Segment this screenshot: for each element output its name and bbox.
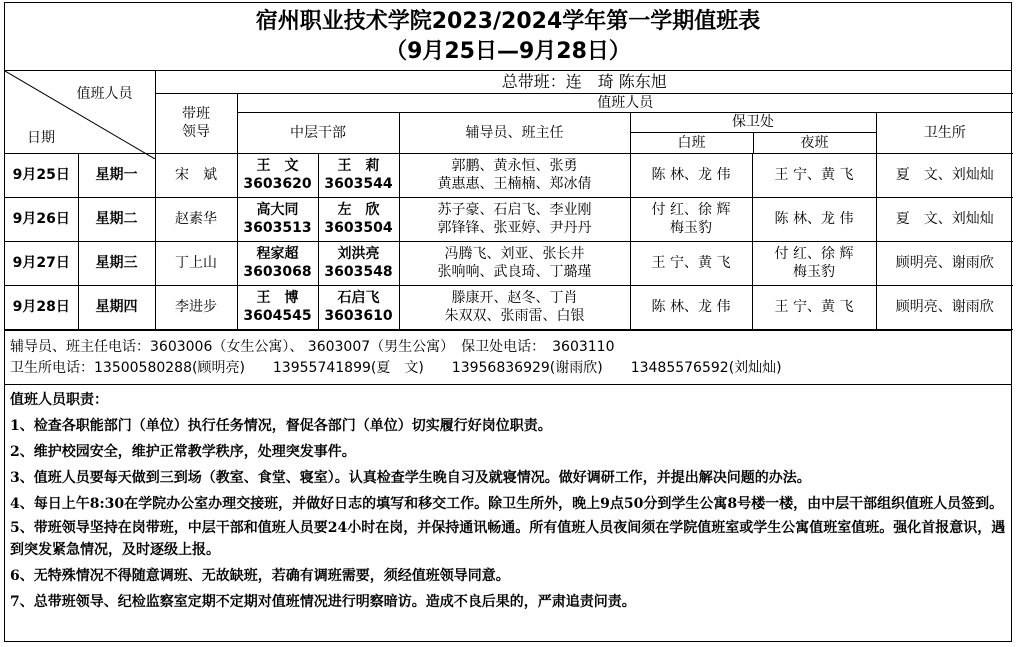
title-main: 宿州职业技术学院2023/2024学年第一学期值班表 [255,9,761,34]
header-duty-staff-label: 值班人员 [76,86,133,102]
cell-leader: 丁上山 [155,241,237,285]
cell-leader: 宋 斌 [155,153,237,197]
header-day-shift: 白班 [631,133,754,153]
cell-counselors: 冯腾飞、刘亚、张长井 张响响、武良琦、丁璐瑾 [399,241,630,285]
duty-schedule-sheet [4,2,1012,642]
note-heading: 值班人员职责： [10,391,108,408]
table-row [5,153,1013,197]
cell-day: 王 宁、黄 飞 [630,241,752,285]
cell-cadre1: 程家超 3603068 [237,241,318,285]
cell-cadre1: 王 博 3604545 [237,285,318,329]
note-item: 6、无特殊情况不得随意调班、无故缺班，若确有调班需要，须经值班领导同意。 [10,567,510,584]
cell-clinic: 顾明亮、谢雨欣 [876,241,1013,285]
table-row [5,285,1013,329]
title-block [5,3,1011,71]
note-item: 7、总带班领导、纪检监察室定期不定期对值班情况进行明察暗访。造成不良后果的，严肃追责问责。 [10,593,636,610]
cell-cadre1: 王 文 3603620 [237,153,318,197]
phone-info [5,330,1011,384]
cell-night: 王 宁、黄 飞 [752,285,876,329]
cell-leader: 赵素华 [155,197,237,241]
cell-cadre2: 王 莉 3603544 [318,153,399,197]
title-dates: （9月25日—9月28日） [385,39,631,64]
cell-date: 9月26日 [5,197,78,241]
duty-table [5,71,1013,330]
header-security [630,112,876,153]
general-leader-cell: 总带班：连 琦 陈东旭 [155,71,1013,93]
cell-cadre1: 高大同 3603513 [237,197,318,241]
cell-cadre2: 石启飞 3603610 [318,285,399,329]
cell-clinic: 夏 文、刘灿灿 [876,153,1013,197]
cell-weekday: 星期一 [78,153,155,197]
header-duty-staff: 值班人员 [237,93,1013,112]
note-item: 5、带班领导坚持在岗带班，中层干部和值班人员要24小时在岗，并保持通讯畅通。所有值班人员夜间须在学院值班室或学生公寓值班室值班。强化首报意识，遇到突发紧急情况，及时逐级上报。 [10,519,1006,558]
cell-day: 付 红、徐 辉 梅玉豹 [630,197,752,241]
header-clinic: 卫生所 [876,112,1013,153]
header-mid-cadre: 中层干部 [237,112,399,153]
cell-counselors: 苏子豪、石启飞、李业刚 郭锋锋、张亚婷、尹丹丹 [399,197,630,241]
header-security-label: 保卫处 [631,113,876,133]
note-item: 2、维护校园安全，维护正常教学秩序，处理突发事件。 [10,443,356,460]
cell-cadre2: 左 欣 3603504 [318,197,399,241]
header-date-label: 日期 [27,130,55,146]
duty-notes [5,384,1011,615]
cell-cadre2: 刘洪亮 3603548 [318,241,399,285]
cell-leader: 李进步 [155,285,237,329]
note-item: 4、每日上午8:30在学院办公室办理交接班，并做好日志的填写和移交工作。除卫生所外，晚上9点50分到学生公寓8号楼一楼，由中层干部组织值班人员签到。 [10,495,1004,512]
cell-clinic: 顾明亮、谢雨欣 [876,285,1013,329]
cell-day: 陈 林、龙 伟 [630,153,752,197]
cell-weekday: 星期二 [78,197,155,241]
cell-weekday: 星期四 [78,285,155,329]
cell-night: 王 宁、黄 飞 [752,153,876,197]
table-row [5,197,1013,241]
note-item: 3、值班人员要每天做到三到场（教室、食堂、寝室）。认真检查学生晚自习及就寝情况。做好调研工作，并提出解决问题的办法。 [10,469,811,486]
note-item: 1、检查各职能部门（单位）执行任务情况，督促各部门（单位）切实履行好岗位职责。 [10,417,552,434]
header-diagonal-cell [5,71,155,153]
cell-day: 陈 林、龙 伟 [630,285,752,329]
header-shift-row [631,133,876,153]
header-counselor: 辅导员、班主任 [399,112,630,153]
phone-line-clinic: 卫生所电话：13500580288(顾明亮) 13955741899(夏 文) 13956836929(谢雨欣) 13485576592(刘灿灿) [10,359,782,376]
cell-weekday: 星期三 [78,241,155,285]
cell-night: 付 红、徐 辉 梅玉豹 [752,241,876,285]
table-row [5,241,1013,285]
phone-line-counselor: 辅导员、班主任电话：3603006（女生公寓）、 3603007（男生公寓） 保卫处电话： 3603110 [10,338,615,355]
cell-date: 9月28日 [5,285,78,329]
cell-date: 9月27日 [5,241,78,285]
cell-counselors: 滕康开、赵冬、丁肖 朱双双、张雨雷、白银 [399,285,630,329]
cell-counselors: 郭鹏、黄永恒、张勇 黄惠惠、王楠楠、郑冰倩 [399,153,630,197]
header-night-shift: 夜班 [800,134,829,151]
cell-night: 陈 林、龙 伟 [752,197,876,241]
cell-date: 9月25日 [5,153,78,197]
cell-clinic: 夏 文、刘灿灿 [876,197,1013,241]
header-leader: 带班 领导 [155,93,237,153]
